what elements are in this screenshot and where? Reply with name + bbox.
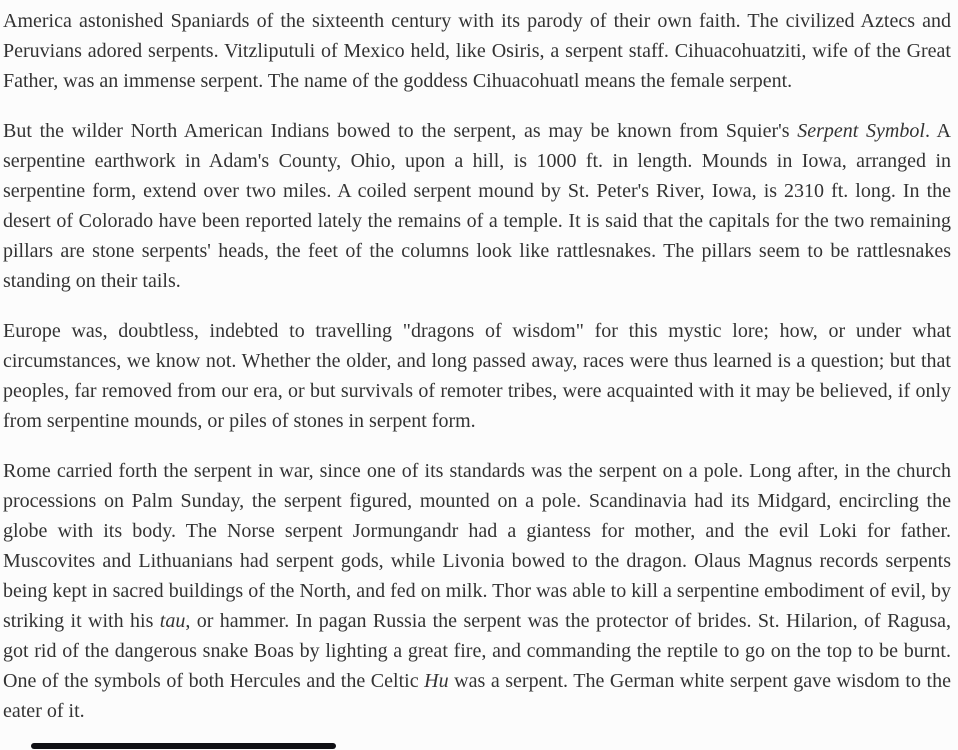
text-run: , or hammer. In pagan Russia the serpent was the protector of brides. St. Hilarion, of Ragusa, got rid of the dangerous snake Boas by lighting a great fire, and commanding the reptile to go on the top to be burnt. One of the symbols of both Hercules and the Celtic bbox=[3, 610, 952, 692]
paragraph bbox=[3, 116, 951, 296]
text-run: Europe was, doubtless, indebted to travelling "dragons of wisdom" for this mystic lore; how, or under what circumstances, we know not. Whether the older, and long passed away, races were thus learned is a question; but that peoples, far removed from our era, or but survivals of remoter tribes, were acquainted with it may be believed, if only from serpentine mounds, or piles of stones in serpent form. bbox=[3, 320, 951, 432]
text-run: But the wilder North American Indians bowed to the serpent, as may be known from Squier's bbox=[3, 120, 798, 142]
paragraph bbox=[3, 6, 951, 96]
italic-text-run: Serpent Symbol bbox=[797, 120, 925, 142]
text-run: America astonished Spaniards of the sixteenth century with its parody of their own faith. The civilized Aztecs and Peruvians adored serpents. Vitzliputuli of Mexico held, like Osiris, a serpent staff. Cihuacohuatziti, wife of the Great Father, was an immense serpent. The name of the goddess Cihuacohuatl means the female serpent. bbox=[3, 10, 951, 92]
text-run: Rome carried forth the serpent in war, since one of its standards was the serpent on a pole. Long after, in the church processions on Palm Sunday, the serpent figured, mounted on a pole. Scandinavia had its Midgard, encircling the globe with its body. The Norse serpent Jormungandr had a giantess for mother, and the evil Loki for father. Muscovites and Lithuanians had serpent gods, while Livonia bowed to the dragon. Olaus Magnus records serpents being kept in sacred buildings of the North, and fed on milk. Thor was able to kill a serpentine embodiment of evil, by striking it with his bbox=[3, 460, 951, 632]
italic-text-run: Hu bbox=[424, 670, 449, 692]
italic-text-run: tau bbox=[159, 610, 186, 632]
paragraph bbox=[3, 316, 951, 436]
paragraph bbox=[3, 456, 951, 726]
text-run: was a serpent. The German white serpent gave wisdom to the eater of it. bbox=[3, 670, 951, 722]
article bbox=[3, 6, 951, 726]
text-run: . A serpentine earthwork in Adam's County, Ohio, upon a hill, is 1000 ft. in length. Mounds in Iowa, arranged in serpentine form, extend over two miles. A coiled serpent mound by St. Peter's River, Iowa, is 2310 ft. long. In the desert of Colorado have been reported lately the remains of a temple. It is said that the capitals for the two remaining pillars are stone serpents' heads, the feet of the columns look like rattlesnakes. The pillars seem to be rattlesnakes standing on their tails. bbox=[3, 120, 951, 292]
reading-progress-bar[interactable] bbox=[31, 743, 336, 749]
